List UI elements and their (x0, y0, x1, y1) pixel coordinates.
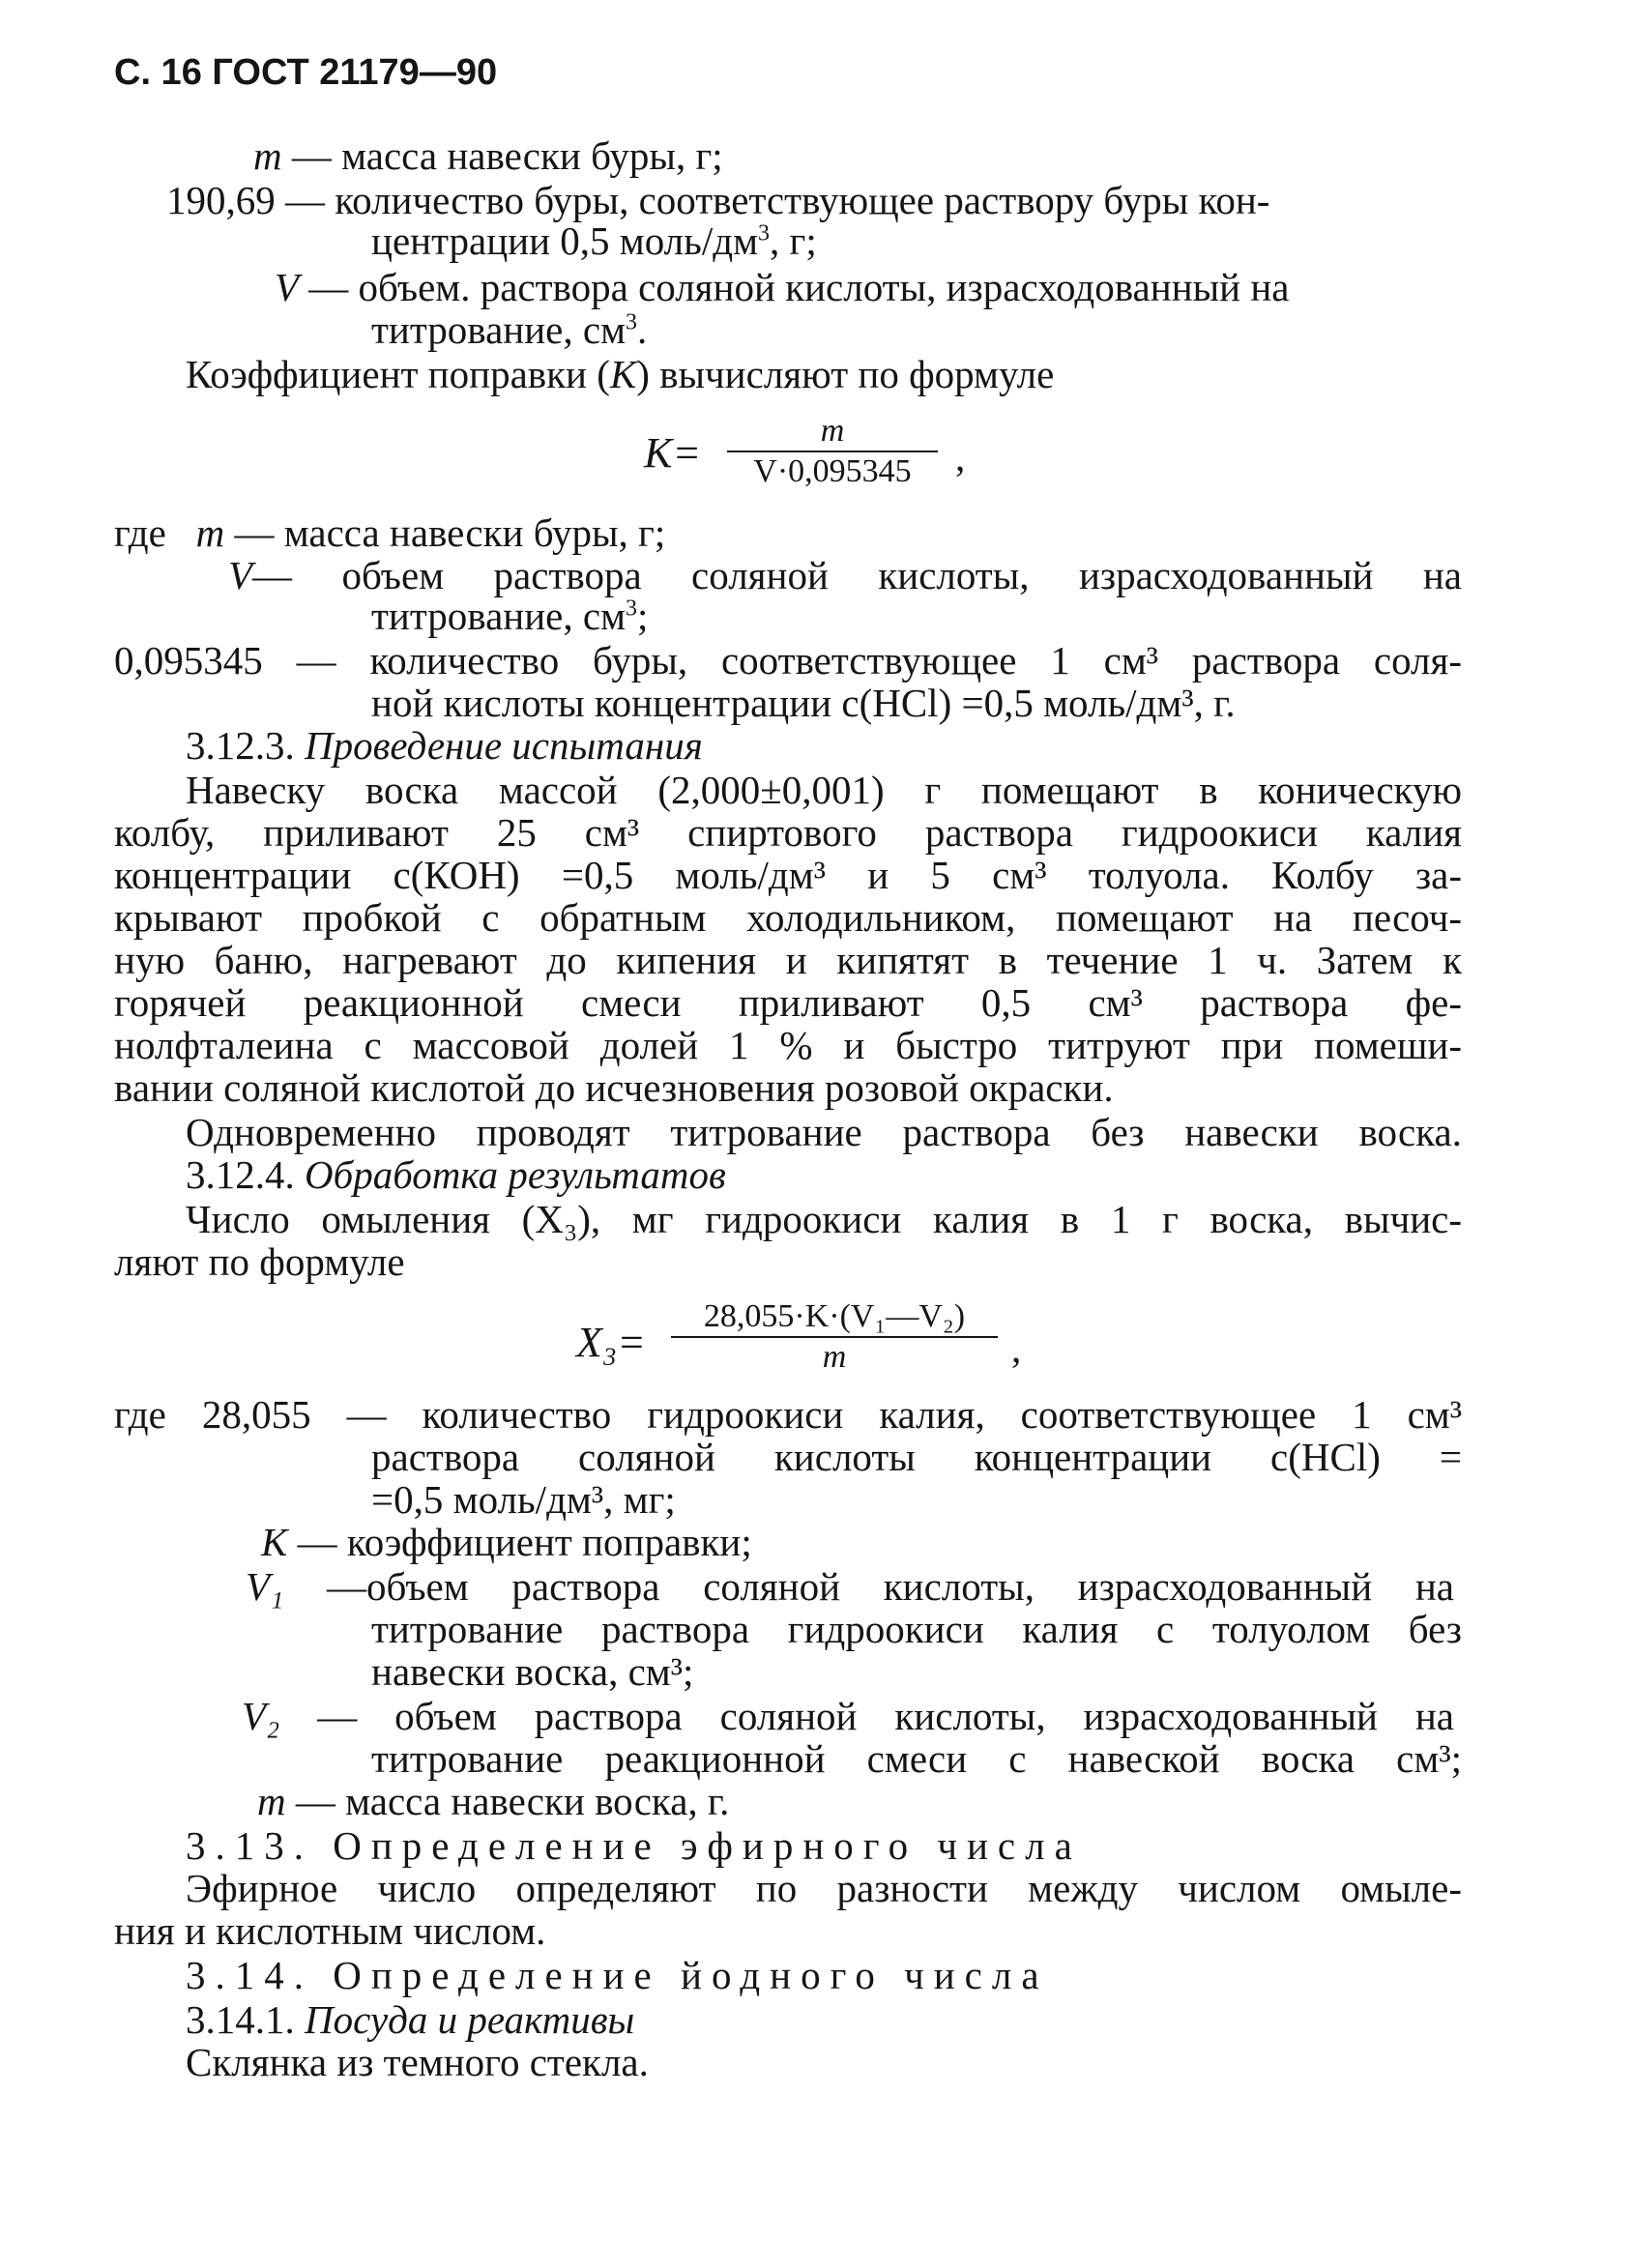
k-intro: Коэффициент поправки (K) вычисляют по формуле (186, 352, 1055, 396)
para-line: Навеску воска массой (2,000±0,001) г помещают в коническую (186, 768, 1462, 812)
section-3-12-3: 3.12.3. Проведение испытания (186, 723, 703, 768)
formula-x-lhs: X₃= (576, 1319, 646, 1366)
para-line: Склянка из темного стекла. (186, 2040, 649, 2084)
para-line: ния и кислотным числом. (114, 1908, 546, 1953)
formula-k-denominator: V·0,095345 (753, 453, 912, 489)
def-line: V— объем раствора соляной кислоты, израсходованный на (228, 553, 1462, 597)
formula-x-trail: , (1011, 1326, 1022, 1371)
para-line: горячей реакционной смеси приливают 0,5 см³ раствора фе- (114, 980, 1462, 1025)
def-line-cont: титрование, $см^3$; (371, 594, 649, 638)
def-line-cont: раствора соляной кислоты концентрации c(HCl) = (371, 1435, 1462, 1479)
para-line: Одновременно проводят титрование раствора без навески воска. (186, 1110, 1462, 1154)
para-line: ляют по формуле (114, 1239, 405, 1284)
para-line: ную баню, нагревают до кипения и кипятят в течение 1 ч. Затем к (114, 938, 1462, 982)
def-line: V₂ — объем раствора соляной кислоты, израсходованный на (242, 1694, 1454, 1738)
def-line: V₁ —объем раствора соляной кислоты, израсходованный на (246, 1564, 1454, 1609)
def-line-cont: титрование раствора гидроокиси калия с толуолом без (371, 1607, 1462, 1651)
para-line: вании соляной кислотой до исчезновения розовой окраски. (114, 1065, 1114, 1110)
def-line-cont: титрование реакционной смеси с навеской воска см³; (371, 1736, 1462, 1781)
para-line: концентрации с(КОН) =0,5 моль/дм³ и 5 см³ толуола. Колбу за- (114, 853, 1462, 897)
formula-k-numerator: m (820, 413, 845, 449)
para-line: крывают пробкой с обратным холодильником, помещают на песоч- (114, 895, 1462, 940)
formula-x-denominator: m (822, 1339, 847, 1375)
def-line-cont: титрование, $см^3$. (371, 307, 648, 352)
def-line-cont: навески воска, см³; (371, 1649, 694, 1694)
page-header: С. 16 ГОСТ 21179—90 (114, 52, 498, 93)
section-3-14-1: 3.14.1. Посуда и реактивы (186, 1997, 635, 2042)
def-line: где 28,055 — количество гидроокиси калия, соответствующее 1 см³ (114, 1392, 1463, 1437)
para-line: Эфирное число определяют по разности между числом омыле- (186, 1866, 1462, 1910)
def-line-cont: ной кислоты концентрации c(HCl) =0,5 моль/дм³, г. (371, 681, 1236, 725)
section-3-12-4: 3.12.4. Обработка результатов (186, 1152, 726, 1197)
def-line: m — масса навески воска, г. (257, 1779, 730, 1823)
formula-k-trail: , (955, 435, 966, 480)
def-line: 0,095345 — количество буры, соответствующее 1 см³ раствора соля- (114, 638, 1463, 683)
section-3-14: 3.14. Определение йодного числа (186, 1953, 1049, 1997)
formula-x-numerator: 28,055·K·(V₁—V₂) (703, 1298, 966, 1334)
para-line: колбу, приливают 25 см³ спиртового раствора гидроокиси калия (114, 810, 1462, 855)
para-line: нолфталеина с массовой долей 1 % и быстро титруют при помеши- (114, 1023, 1462, 1067)
def-line: V — объем. раствора соляной кислоты, израсходованный на (275, 265, 1290, 309)
para-line: Число омыления (X₃), мг гидроокиси калия в 1 г воска, вычис- (186, 1197, 1462, 1241)
formula-x (671, 1297, 998, 1377)
def-line-cont: центрации 0,5 моль/$дм^3$, г; (371, 218, 817, 263)
section-3-13: 3.13. Определение эфирного числа (186, 1823, 1082, 1868)
formula-k-lhs: K= (644, 429, 702, 477)
def-line-cont: =0,5 моль/дм³, мг; (371, 1477, 676, 1522)
formula-k (727, 412, 938, 491)
def-line: m — масса навески буры, г; (253, 133, 723, 178)
def-line: K — коэффициент поправки; (261, 1520, 752, 1564)
def-line: где m — масса навески буры, г; (114, 510, 666, 555)
def-line: 190,69 — количество буры, соответствующее раствору буры кон- (166, 178, 1270, 222)
